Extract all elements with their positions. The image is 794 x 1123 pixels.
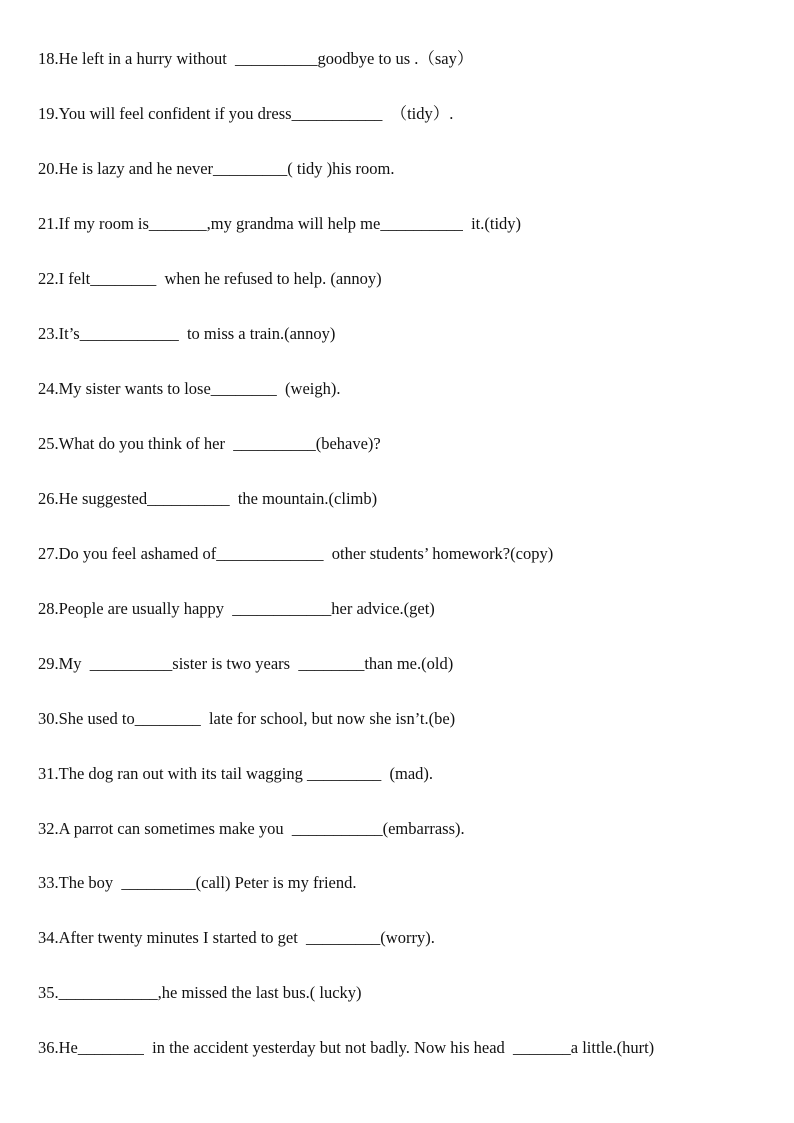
- exercise-23: 23.It’s____________ to miss a train.(annoy): [38, 324, 336, 343]
- exercise-34: 34.After twenty minutes I started to get _________(worry).: [38, 928, 435, 947]
- exercise-24: 24.My sister wants to lose________ (weigh).: [38, 379, 341, 398]
- exercise-20: 20.He is lazy and he never_________( tidy )his room.: [38, 159, 395, 178]
- exercise-19: 19.You will feel confident if you dress___________ （tidy）.: [38, 104, 454, 123]
- exercise-18: 18.He left in a hurry without __________goodbye to us .（say）: [38, 49, 474, 68]
- exercise-25: 25.What do you think of her __________(behave)?: [38, 434, 381, 453]
- exercise-27: 27.Do you feel ashamed of_____________ other students’ homework?(copy): [38, 544, 554, 563]
- exercise-22: 22.I felt________ when he refused to help. (annoy): [38, 269, 382, 288]
- exercise-26: 26.He suggested__________ the mountain.(climb): [38, 489, 378, 508]
- exercise-28: 28.People are usually happy ____________her advice.(get): [38, 599, 435, 618]
- exercise-36: 36.He________ in the accident yesterday but not badly. Now his head _______a little.(hurt): [38, 1038, 655, 1057]
- exercise-30: 30.She used to________ late for school, but now she isn’t.(be): [38, 709, 456, 728]
- exercise-32: 32.A parrot can sometimes make you ___________(embarrass).: [38, 819, 465, 838]
- exercise-33: 33.The boy _________(call) Peter is my friend.: [38, 873, 357, 892]
- exercise-35: 35.____________,he missed the last bus.( lucky): [38, 983, 362, 1002]
- exercise-31: 31.The dog ran out with its tail wagging _________ (mad).: [38, 764, 434, 783]
- exercise-29: 29.My __________sister is two years ________than me.(old): [38, 654, 454, 673]
- exercise-21: 21.If my room is_______,my grandma will help me__________ it.(tidy): [38, 214, 522, 233]
